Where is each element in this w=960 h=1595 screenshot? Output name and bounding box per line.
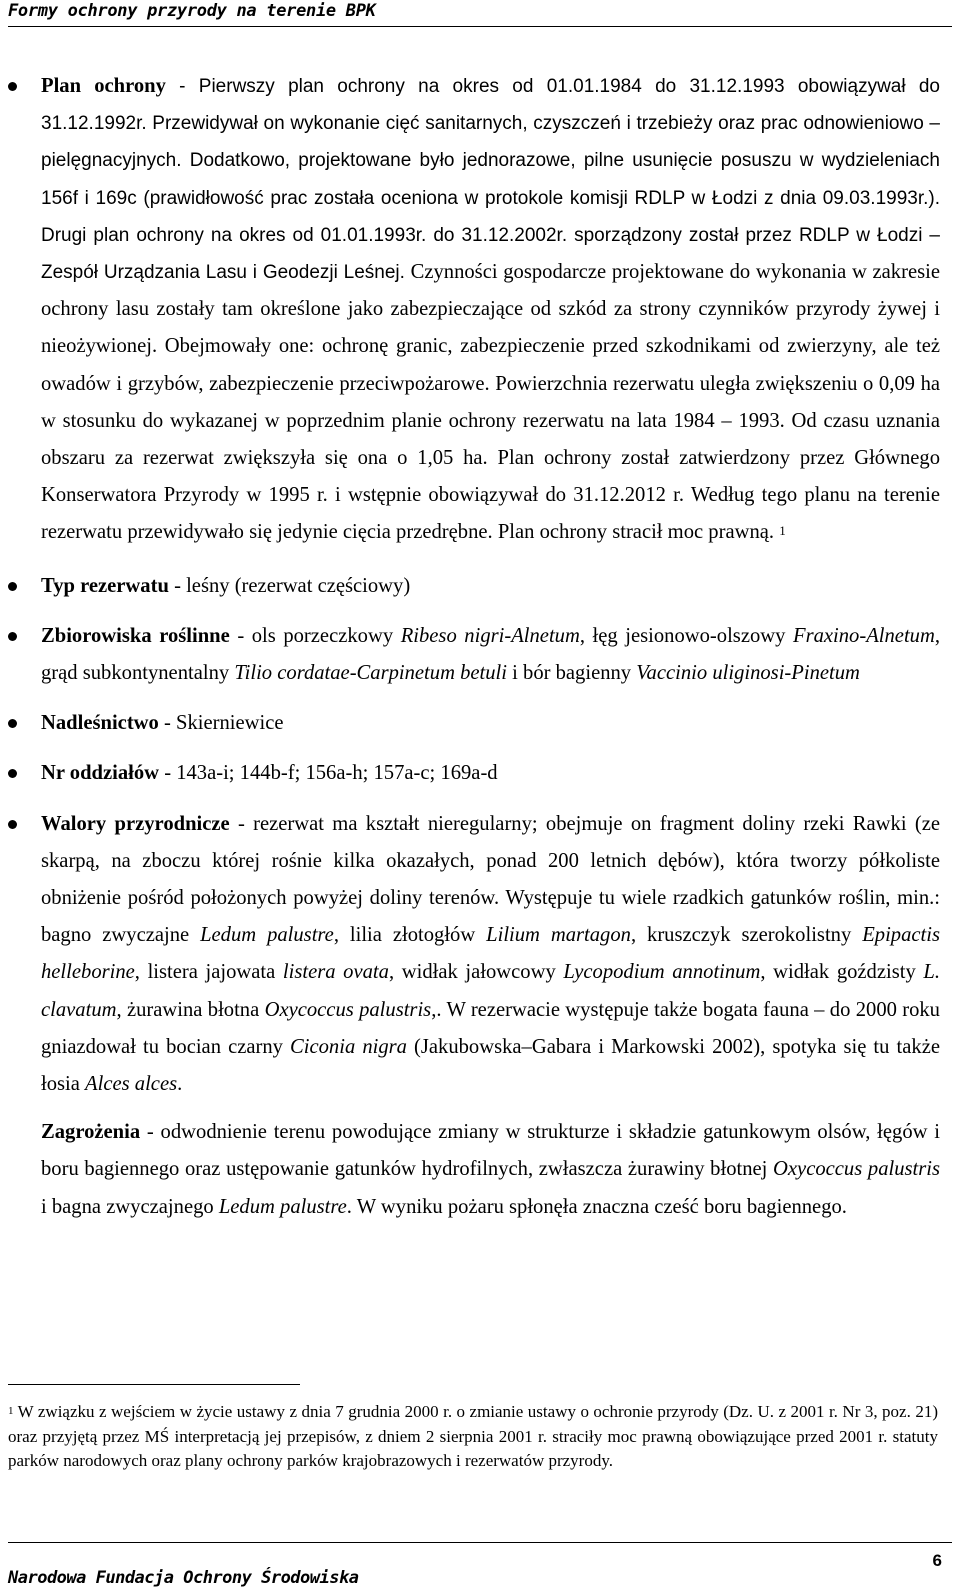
bullet-icon — [8, 82, 17, 91]
footnote-ref[interactable]: 1 — [779, 523, 786, 539]
page-header — [8, 0, 952, 27]
term-plan-ochrony: Plan ochrony — [41, 75, 166, 97]
bullet-icon — [8, 719, 17, 728]
header-divider — [8, 26, 952, 27]
footnote-divider — [8, 1384, 300, 1385]
header-title: Formy ochrony przyrody na terenie BPK — [8, 1, 376, 21]
bullet-icon — [8, 769, 17, 778]
footnote-marker: 1 — [8, 1405, 14, 1417]
footnote — [8, 1400, 938, 1474]
bullet-icon — [8, 632, 17, 641]
list-item-nadlesnictwo: Nadleśnictwo - Skierniewice — [0, 705, 960, 742]
list-item-walory: Walory przyrodnicze - rezerwat ma kształt nieregularny; obejmuje on fragment doliny rzeki Rawki (ze skarpą, na zboczu której rośnie kilka okazałych, ponad 200 letnich dębów), która tworzy półkoliste obniżenie pośród położonych powyżej doliny terenów. Występuje tu wiele rzadkich gatunków roślin, min.: bagno zwyczajne Ledum palustre, lilia złotogłów Lilium martagon, kruszczyk szerokolistny Epipactis helleborine, listera jajowata listera ovata, widłak jałowcowy Lycopodium annotinum, widłak goździsty L. clavatum, żurawina błotna Oxycoccus palustris,. W rezerwacie występuje także bogata fauna – do 2000 roku gniazdował tu bocian czarny Ciconia nigra (Jakubowska–Gabara i Markowski 2002), spotyka się tu także łosia Alces alces. — [0, 806, 960, 1104]
bullet-icon — [8, 582, 17, 591]
list-item-nr-oddzialow: Nr oddziałów - 143a-i; 144b-f; 156a-h; 157a-c; 169a-d — [0, 755, 960, 792]
list-item-typ-rezerwatu: Typ rezerwatu - leśny (rezerwat częściowy) — [0, 568, 960, 605]
bullet-icon — [8, 820, 17, 829]
footnote-text: W związku z wejściem w życie ustawy z dnia 7 grudnia 2000 r. o zmianie ustawy o ochronie przyrody (Dz. U. z 2001 r. Nr 3, poz. 21) oraz przyjętą przez MŚ interpretacją jej przepisów, z dniem 2 sierpnia 2001 r. straciły moc prawną obowiązujące przed 2001 r. statuty parków narodowych oraz plany ochrony parków krajobrazowych i rezerwatów przyrody. — [8, 1402, 938, 1470]
footer-organization: Narodowa Fundacja Ochrony Środowiska — [8, 1568, 359, 1588]
document-body — [0, 68, 960, 1226]
paragraph-zagrozenia: Zagrożenia - odwodnienie terenu powodujące zmiany w strukturze i składzie gatunkowym olsów, łęgów i boru bagiennego oraz ustępowanie gatunków hydrofilnych, zwłaszcza żurawiny błotnej Oxycoccus palustris i bagna zwyczajnego Ledum palustre. W wyniku pożaru spłonęła znaczna cześć boru bagiennego. — [41, 1121, 940, 1218]
footer-divider — [8, 1542, 952, 1543]
list-item-plan-ochrony: Plan ochrony - Pierwszy plan ochrony na okres od 01.01.1984 do 31.12.1993 obowiązywał do 31.12.1992r. Przewidywał on wykonanie cięć sanitarnych, czyszczeń i trzebieży oraz prac odnowieniowo – pielęgnacyjnych. Dodatkowo, projektowane było jednorazowe, pilne usunięcie posuszu w wydzieleniach 156f i 169c (prawidłowość prac została oceniona w protokole komisji RDLP w Łodzi z dnia 09.03.1993r.). Drugi plan ochrony na okres od 01.01.1993r. do 31.12.2002r. sporządzony został przez RDLP w Łodzi – Zespół Urządzania Lasu i Geodezji Leśnej. Czynności gospodarcze projektowane do wykonania w zakresie ochrony lasu zostały tam określone jako zabezpieczające od szkód za strony czynników przyrody żywej i nieożywionej. Obejmowały one: ochronę granic, zabezpieczenie przed szkodnikami od zwierzyny, ale też owadów i grzybów, zabezpieczenie przeciwpożarowe. Powierzchnia rezerwatu uległa zwiększeniu o 0,09 ha w stosunku do wykazanej w poprzednim planie ochrony rezerwatu na lata 1984 – 1993. Od czasu uznania obszaru za rezerwat zwiększyła się ona o 1,05 ha. Plan ochrony został zatwierdzony przez Głównego Konserwatora Przyrody w 1995 r. i wstępnie obowiązywał do 31.12.2012 r. Według tego planu na terenie rezerwatu przewidywało się jedynie cięcia przedrębne. Plan ochrony stracił moc prawną. $^1$ — [0, 68, 960, 552]
list-item-zbiorowiska: Zbiorowiska roślinne - ols porzeczkowy Ribeso nigri-Alnetum, łęg jesionowo-olszowy Fraxino-Alnetum, grąd subkontynentalny Tilio cordatae-Carpinetum betuli i bór bagienny Vaccinio uliginosi-Pinetum — [0, 618, 960, 692]
page-number: 6 — [932, 1551, 942, 1570]
